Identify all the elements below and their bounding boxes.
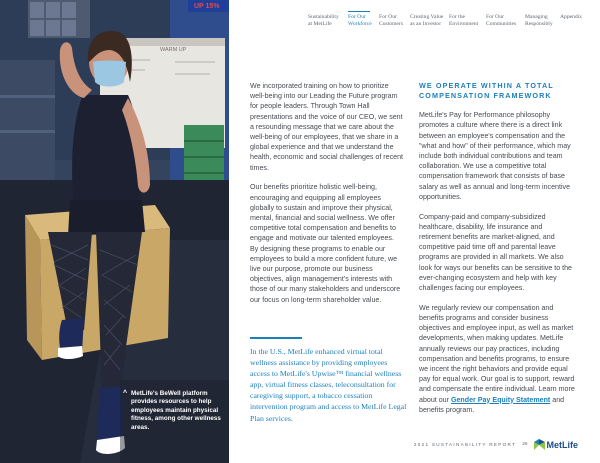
paragraph: Company-paid and company-subsidized healthcare, disability, life insurance and retirement benefits are market-aligned, and competitive paid time off and parental leave programs are provided in all markets. We also look for ways our benefits can be sensitive to the ever-changing ecosystem and help with key challenges facing our employees. <box>419 212 572 293</box>
caret-up-icon: ^ <box>123 390 128 397</box>
page-number: 26 <box>522 442 528 447</box>
paragraph: MetLife's Pay for Performance philosophy promotes a culture where there is a direct link between an employee's compensation and the "what and how" of their performance, which may include both individual contributions and team collaboration. We use a competitive total compensation framework that consists of base salary as well as annual and long-term incentive opportunities. <box>419 111 571 201</box>
nav-environment[interactable]: For the Environment <box>449 14 479 27</box>
nav-communities[interactable]: For Our Communities <box>486 14 517 27</box>
metlife-logo-icon <box>534 439 545 450</box>
nav-customers[interactable]: For Our Customers <box>379 14 403 27</box>
photo-panel <box>0 0 229 463</box>
nav-investor[interactable]: Creating Value as an Investor <box>410 14 444 27</box>
page-footer <box>414 439 578 450</box>
nav-sustainability[interactable]: Sustainability at MetLife <box>308 14 339 27</box>
pull-quote: In the U.S., MetLife enhanced virtual total wellness assistance by providing employees access to MetLife's Upwise™ financial wellness app, virtual fitness classes, teleconsultation for caregiving support, a tobacco cessation intervention program and access to MetLife Legal Plan services. <box>250 347 407 423</box>
nav-workforce[interactable]: For Our Workforce <box>348 14 372 27</box>
nav-appendix[interactable]: Appendix <box>560 14 583 20</box>
right-column <box>419 81 576 425</box>
paragraph-with-link <box>419 303 576 415</box>
sign-corner-text: UP 15% <box>194 3 220 10</box>
sign-warmup-text: WARM UP <box>160 47 187 53</box>
paragraph: We incorporated training on how to prioritize well-being into our Leading the Future program for people leaders. Through Town Hall presentations and the voice of our CEO, we sent a resounding message that we care about the well-being of our employees, that we share in a global experience and that we understand the health, economic and social challenges of recent times. <box>250 82 404 172</box>
paragraph-text: and benefits program. <box>419 395 565 414</box>
paragraph-text: We regularly review our compensation and benefits programs and consider business objectives and employee input, as well as market developments, when making updates. MetLife annually reviews our pay practices, including compensation and benefits programs, to ensure we incent the right behaviors and provide equal pay for equal work. Our goal is to support, reward and compensate the entire individual. Learn more about our <box>419 303 575 404</box>
gender-pay-equity-link[interactable]: Gender Pay Equity Statement <box>450 395 551 404</box>
photo-caption-text: MetLife's BeWell platform provides resources to help employees maintain physical fitness, among other wellness areas. <box>131 390 221 431</box>
metlife-logo-text: MetLife <box>546 439 578 450</box>
quote-rule <box>250 337 302 339</box>
active-tab-indicator <box>348 11 370 12</box>
paragraph: Our benefits prioritize holistic well-being, encouraging and equipping all employees globally to sustain and improve their physical, mental, financial and social wellness. We offer competitive total compensation and benefits to engage and motivate our talented employees. By designing these programs to enable our employees to build a more confident future, we live our purpose, promote our business objectives, align management's interests with those of our many stakeholders and underscore our focus on long-term shareholder value. <box>250 183 401 304</box>
section-heading: WE OPERATE WITHIN A TOTAL COMPENSATION FRAMEWORK <box>419 81 554 100</box>
nav-managing[interactable]: Managing Responsibly <box>525 14 553 27</box>
left-column <box>250 81 404 314</box>
photo-caption <box>123 390 223 432</box>
metlife-logo <box>534 439 579 450</box>
report-label: 2021 SUSTAINABILITY REPORT <box>413 442 517 447</box>
